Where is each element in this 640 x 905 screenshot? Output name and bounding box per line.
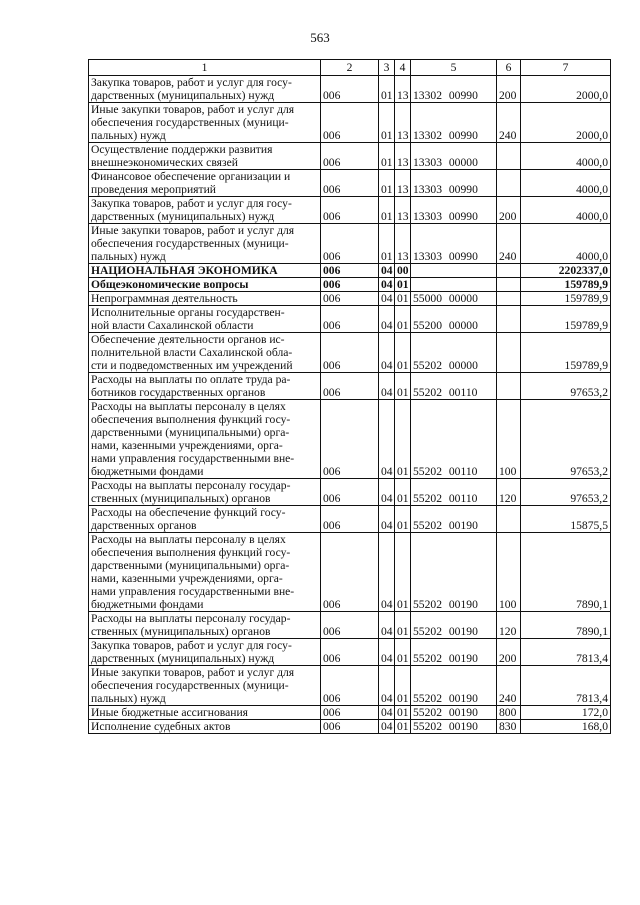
column-header: 5 [411, 60, 497, 76]
table-row [89, 612, 611, 639]
target-article-code [411, 278, 497, 292]
row-name [89, 170, 321, 197]
department-code: 006 [321, 612, 379, 639]
target-article-code: 55000 00000 [411, 292, 497, 306]
row-name-line: Иные закупки товаров, работ и услуг для [91, 666, 295, 679]
subsection-code: 01 [395, 278, 411, 292]
table-row [89, 639, 611, 666]
subsection-code: 13 [395, 170, 411, 197]
table-row [89, 479, 611, 506]
section-code: 04 [379, 306, 395, 333]
subsection-code: 01 [395, 306, 411, 333]
row-name-line: Непрограммная деятельность [91, 292, 238, 305]
row-name-line: Закупка товаров, работ и услуг для госу- [91, 197, 292, 210]
expense-type-code [497, 333, 521, 373]
department-code: 006 [321, 506, 379, 533]
department-code: 006 [321, 639, 379, 666]
table-row [89, 170, 611, 197]
subsection-code: 01 [395, 639, 411, 666]
target-article-code: 13303 00000 [411, 143, 497, 170]
row-name [89, 292, 321, 306]
row-name-line: ственных (муниципальных) органов [91, 492, 271, 505]
target-article-code: 55202 00190 [411, 706, 497, 720]
table-row [89, 720, 611, 734]
budget-table [88, 59, 611, 734]
row-name-line: Расходы на выплаты персоналу в целях [91, 533, 286, 546]
section-code: 01 [379, 170, 395, 197]
row-name-line: сти и подведомственных им учреждений [91, 359, 293, 372]
department-code: 006 [321, 170, 379, 197]
section-code: 04 [379, 479, 395, 506]
department-code: 006 [321, 720, 379, 734]
target-article-code: 55202 00110 [411, 400, 497, 479]
section-code: 01 [379, 76, 395, 103]
row-name-line: бюджетными фондами [91, 465, 204, 478]
row-name-line: пальных) нужд [91, 129, 166, 142]
row-name-line: нами управления государственными вне- [91, 585, 295, 598]
row-name-line: бюджетными фондами [91, 598, 204, 611]
subsection-code: 00 [395, 264, 411, 278]
row-name [89, 76, 321, 103]
row-name-line: Расходы на обеспечение функций госу- [91, 506, 286, 519]
row-name-line: дарственных (муниципальных) нужд [91, 652, 275, 665]
row-name-line: дарственными (муниципальными) орга- [91, 559, 290, 572]
amount-value: 4000,0 [521, 197, 611, 224]
subsection-code: 01 [395, 533, 411, 612]
row-name-line: обеспечения выполнения функций госу- [91, 413, 291, 426]
expense-type-code: 200 [497, 639, 521, 666]
amount-value: 7890,1 [521, 612, 611, 639]
section-code: 01 [379, 103, 395, 143]
row-name-line: пальных) нужд [91, 250, 166, 263]
expense-type-code: 240 [497, 666, 521, 706]
expense-type-code [497, 278, 521, 292]
expense-type-code: 120 [497, 479, 521, 506]
section-code: 04 [379, 666, 395, 706]
subsection-code: 13 [395, 143, 411, 170]
table-row [89, 333, 611, 373]
expense-type-code [497, 306, 521, 333]
amount-value: 2000,0 [521, 76, 611, 103]
table-row [89, 197, 611, 224]
row-name-line: ственных (муниципальных) органов [91, 625, 271, 638]
expense-type-code [497, 264, 521, 278]
amount-value: 15875,5 [521, 506, 611, 533]
department-code: 006 [321, 706, 379, 720]
row-name-line: нами, казенными учреждениями, орга- [91, 439, 283, 452]
department-code: 006 [321, 533, 379, 612]
row-name-line: Исполнение судебных актов [91, 720, 231, 733]
amount-value: 2000,0 [521, 103, 611, 143]
amount-value: 97653,2 [521, 373, 611, 400]
row-name-line: Иные закупки товаров, работ и услуг для [91, 224, 295, 237]
table-row [89, 400, 611, 479]
amount-value: 159789,9 [521, 333, 611, 373]
section-code: 04 [379, 720, 395, 734]
expense-type-code: 830 [497, 720, 521, 734]
row-name-line: Иные бюджетные ассигнования [91, 706, 248, 719]
row-name [89, 720, 321, 734]
subsection-code: 13 [395, 224, 411, 264]
table-row [89, 143, 611, 170]
expense-type-code [497, 170, 521, 197]
column-header: 4 [395, 60, 411, 76]
subsection-code: 01 [395, 612, 411, 639]
amount-value: 159789,9 [521, 306, 611, 333]
table-row [89, 224, 611, 264]
row-name [89, 639, 321, 666]
row-name-line: Иные закупки товаров, работ и услуг для [91, 103, 295, 116]
target-article-code: 55202 00110 [411, 373, 497, 400]
row-name-line: Закупка товаров, работ и услуг для госу- [91, 76, 292, 89]
section-code: 04 [379, 506, 395, 533]
target-article-code [411, 264, 497, 278]
row-name [89, 224, 321, 264]
target-article-code: 13303 00990 [411, 224, 497, 264]
expense-type-code [497, 506, 521, 533]
section-code: 01 [379, 224, 395, 264]
subsection-code: 01 [395, 479, 411, 506]
row-name-line: обеспечения государственных (муници- [91, 679, 289, 692]
row-name-line: Финансовое обеспечение организации и [91, 170, 291, 183]
department-code: 006 [321, 76, 379, 103]
section-code: 04 [379, 333, 395, 373]
section-code: 04 [379, 639, 395, 666]
expense-type-code [497, 292, 521, 306]
row-name-line: дарственных (муниципальных) нужд [91, 210, 275, 223]
amount-value: 159789,9 [521, 278, 611, 292]
row-name [89, 103, 321, 143]
expense-type-code: 800 [497, 706, 521, 720]
subsection-code: 01 [395, 666, 411, 706]
department-code: 006 [321, 292, 379, 306]
target-article-code: 55202 00000 [411, 333, 497, 373]
row-name-line: Закупка товаров, работ и услуг для госу- [91, 639, 292, 652]
target-article-code: 55202 00190 [411, 666, 497, 706]
row-name [89, 706, 321, 720]
expense-type-code: 240 [497, 224, 521, 264]
table-row [89, 306, 611, 333]
section-code: 01 [379, 143, 395, 170]
subsection-code: 01 [395, 506, 411, 533]
row-name [89, 533, 321, 612]
subsection-code: 13 [395, 103, 411, 143]
row-name-line: ботников государственных органов [91, 386, 266, 399]
table-row [89, 278, 611, 292]
target-article-code: 13302 00990 [411, 76, 497, 103]
row-name [89, 666, 321, 706]
page-number: 563 [310, 30, 330, 45]
amount-value: 168,0 [521, 720, 611, 734]
row-name [89, 333, 321, 373]
target-article-code: 13302 00990 [411, 103, 497, 143]
row-name-line: Расходы на выплаты персоналу в целях [91, 400, 286, 413]
target-article-code: 13303 00990 [411, 197, 497, 224]
row-name-line: нами, казенными учреждениями, орга- [91, 572, 283, 585]
target-article-code: 55200 00000 [411, 306, 497, 333]
row-name-line: обеспечения государственных (муници- [91, 237, 289, 250]
column-header: 1 [89, 60, 321, 76]
section-code: 04 [379, 400, 395, 479]
row-name-line: дарственных органов [91, 519, 197, 532]
row-name-line: дарственных (муниципальных) нужд [91, 89, 275, 102]
row-name-line: Расходы на выплаты по оплате труда ра- [91, 373, 291, 386]
department-code: 006 [321, 224, 379, 264]
table-row [89, 103, 611, 143]
amount-value: 97653,2 [521, 479, 611, 506]
subsection-code: 01 [395, 373, 411, 400]
subsection-code: 01 [395, 333, 411, 373]
row-name [89, 278, 321, 292]
row-name [89, 197, 321, 224]
column-header: 3 [379, 60, 395, 76]
row-name [89, 479, 321, 506]
department-code: 006 [321, 103, 379, 143]
subsection-code: 01 [395, 400, 411, 479]
section-code: 04 [379, 264, 395, 278]
target-article-code: 55202 00190 [411, 506, 497, 533]
section-code: 04 [379, 533, 395, 612]
department-code: 006 [321, 333, 379, 373]
subsection-code: 01 [395, 720, 411, 734]
department-code: 006 [321, 400, 379, 479]
row-name-line: пальных) нужд [91, 692, 166, 705]
column-header: 6 [497, 60, 521, 76]
amount-value: 7813,4 [521, 666, 611, 706]
row-name [89, 373, 321, 400]
department-code: 006 [321, 264, 379, 278]
section-code: 04 [379, 612, 395, 639]
subsection-code: 13 [395, 76, 411, 103]
section-code: 04 [379, 706, 395, 720]
section-code: 04 [379, 278, 395, 292]
target-article-code: 55202 00190 [411, 533, 497, 612]
department-code: 006 [321, 373, 379, 400]
row-name-line: Обеспечение деятельности органов ис- [91, 333, 285, 346]
row-name-line: нами управления государственными вне- [91, 452, 295, 465]
row-name [89, 612, 321, 639]
row-name-line: Исполнительные органы государствен- [91, 306, 285, 319]
target-article-code: 55202 00190 [411, 639, 497, 666]
department-code: 006 [321, 143, 379, 170]
expense-type-code: 200 [497, 76, 521, 103]
table-row [89, 506, 611, 533]
row-name-line: Общеэкономические вопросы [91, 278, 249, 291]
table-row [89, 292, 611, 306]
row-name [89, 264, 321, 278]
row-name [89, 506, 321, 533]
row-name-line: полнительной власти Сахалинской обла- [91, 346, 293, 359]
department-code: 006 [321, 306, 379, 333]
target-article-code: 55202 00190 [411, 720, 497, 734]
amount-value: 2202337,0 [521, 264, 611, 278]
expense-type-code: 100 [497, 400, 521, 479]
table-row [89, 666, 611, 706]
department-code: 006 [321, 197, 379, 224]
amount-value: 159789,9 [521, 292, 611, 306]
table-row [89, 373, 611, 400]
row-name-line: обеспечения выполнения функций госу- [91, 546, 291, 559]
expense-type-code [497, 143, 521, 170]
subsection-code: 13 [395, 197, 411, 224]
expense-type-code: 120 [497, 612, 521, 639]
target-article-code: 55202 00190 [411, 612, 497, 639]
table-row [89, 706, 611, 720]
section-code: 04 [379, 292, 395, 306]
row-name-line: ной власти Сахалинской области [91, 319, 254, 332]
amount-value: 97653,2 [521, 400, 611, 479]
expense-type-code [497, 373, 521, 400]
table-row [89, 76, 611, 103]
amount-value: 7890,1 [521, 533, 611, 612]
section-code: 04 [379, 373, 395, 400]
amount-value: 172,0 [521, 706, 611, 720]
target-article-code: 55202 00110 [411, 479, 497, 506]
amount-value: 4000,0 [521, 224, 611, 264]
table-row [89, 533, 611, 612]
column-header: 2 [321, 60, 379, 76]
row-name [89, 143, 321, 170]
header-row [89, 60, 611, 76]
expense-type-code: 200 [497, 197, 521, 224]
section-code: 01 [379, 197, 395, 224]
amount-value: 4000,0 [521, 170, 611, 197]
row-name-line: НАЦИОНАЛЬНАЯ ЭКОНОМИКА [91, 264, 278, 277]
amount-value: 7813,4 [521, 639, 611, 666]
department-code: 006 [321, 278, 379, 292]
department-code: 006 [321, 479, 379, 506]
row-name-line: обеспечения государственных (муници- [91, 116, 289, 129]
subsection-code: 01 [395, 292, 411, 306]
row-name-line: Осуществление поддержки развития [91, 143, 273, 156]
amount-value: 4000,0 [521, 143, 611, 170]
row-name [89, 306, 321, 333]
row-name-line: Расходы на выплаты персоналу государ- [91, 479, 291, 492]
row-name-line: Расходы на выплаты персоналу государ- [91, 612, 291, 625]
expense-type-code: 240 [497, 103, 521, 143]
row-name-line: дарственными (муниципальными) орга- [91, 426, 290, 439]
subsection-code: 01 [395, 706, 411, 720]
target-article-code: 13303 00990 [411, 170, 497, 197]
column-header: 7 [521, 60, 611, 76]
table-row [89, 264, 611, 278]
expense-type-code: 100 [497, 533, 521, 612]
department-code: 006 [321, 666, 379, 706]
row-name [89, 400, 321, 479]
row-name-line: проведения мероприятий [91, 183, 216, 196]
row-name-line: внешнеэкономических связей [91, 156, 238, 169]
